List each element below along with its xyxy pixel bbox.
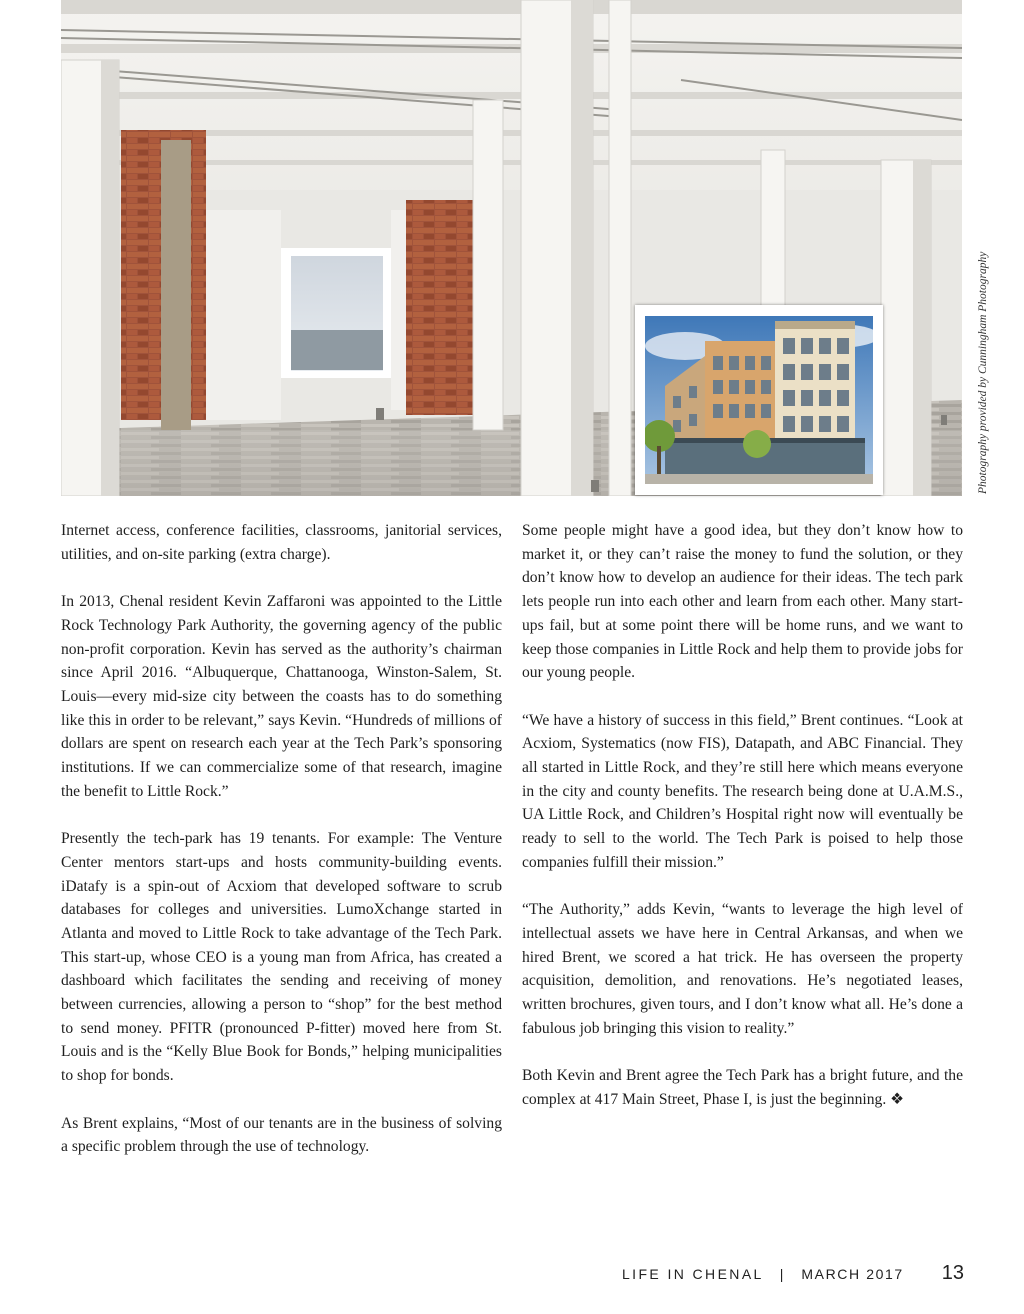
paragraph: Both Kevin and Brent agree the Tech Park has a bright future, and the complex at 417 Main Street, Phase I, is just the beginning. ❖ [522,1067,963,1108]
issue-date: MARCH 2017 [801,1266,904,1282]
paragraph: In 2013, Chenal resident Kevin Zaffaroni was appointed to the Little Rock Technology Park Authority, the governing agency of the public non-profit corporation. Kevin has served as the authority’s chairman since April 2016. “Albuquerque, Chattanooga, Winston-Salem, St. Louis—every mid-size city between the coasts has to do something like this in order to be relevant,” says Kevin. “Hundreds of millions of dollars are spent on research each year at the Tech Park’s sponsoring institutions. If we can commercialize some of that research, imagine the benefit to Little Rock.” [61,593,502,800]
page-number: 13 [941,1262,965,1284]
paragraph: As Brent explains, “Most of our tenants are in the business of solving a specific problem through the use of technology. [61,1114,502,1156]
article-column-right [522,519,963,1135]
paragraph: Presently the tech-park has 19 tenants. For example: The Venture Center mentors start-ups and hosts community-building events. iDatafy is a spin-out of Acxiom that developed software to scrub databases for colleges and universities. LumoXchange started in Atlanta and moved to Little Rock to take advantage of the Tech Park. This start-up, whose CEO is a young man from Africa, has created a dashboard which facilitates the sending and receiving of money between currencies, allowing a person to “shop” for the best method to send money. PFITR (pronounced P-fitter) moved here from St. Louis and is the “Kelly Blue Book for Bonds,” helping municipalities to shop for bonds. [61,830,502,1085]
paragraph: “The Authority,” adds Kevin, “wants to leverage the high level of intellectual assets we have here in Central Arkansas, and when we hired Brent, we scored a hat trick. He has overseen the property acquisition, demolition, and renovations. He’s negotiated leases, written brochures, given tours, and I don’t know what all. He’s done a fabulous job bringing this vision to reality.” [522,901,963,1037]
paragraph: Internet access, conference facilities, classrooms, janitorial services, utilities, and on-site parking (extra charge). [61,522,502,563]
paragraph: Some people might have a good idea, but they don’t know how to market it, or they can’t raise the money to fund the solution, or they don’t know how to develop an audience for their ideas. The tech park lets people run into each other and learn from each other. Many start-ups fail, but at some point there will be home runs, and we want to keep those companies in Little Rock and help them to provide jobs for our young people. [522,522,963,682]
publication-name: LIFE IN CHENAL [622,1266,764,1282]
paragraph: “We have a history of success in this field,” Brent continues. “Look at Acxiom, Systematics (now FIS), Datapath, and ABC Financial. They all started in Little Rock, and they’re still here which means everyone in the city and county benefits. The research being done at U.A.M.S., UA Little Rock, and Children’s Hospital right now will eventually be ready to sell to the world. The Tech Park is poised to help those companies fulfill their mission.” [522,711,963,871]
article-column-left [61,519,502,1183]
photo-credit: Photography provided by Cunningham Photography [977,251,989,494]
building-inset-photo [635,305,883,495]
page-footer [622,1262,964,1286]
footer-separator: | [779,1266,784,1282]
